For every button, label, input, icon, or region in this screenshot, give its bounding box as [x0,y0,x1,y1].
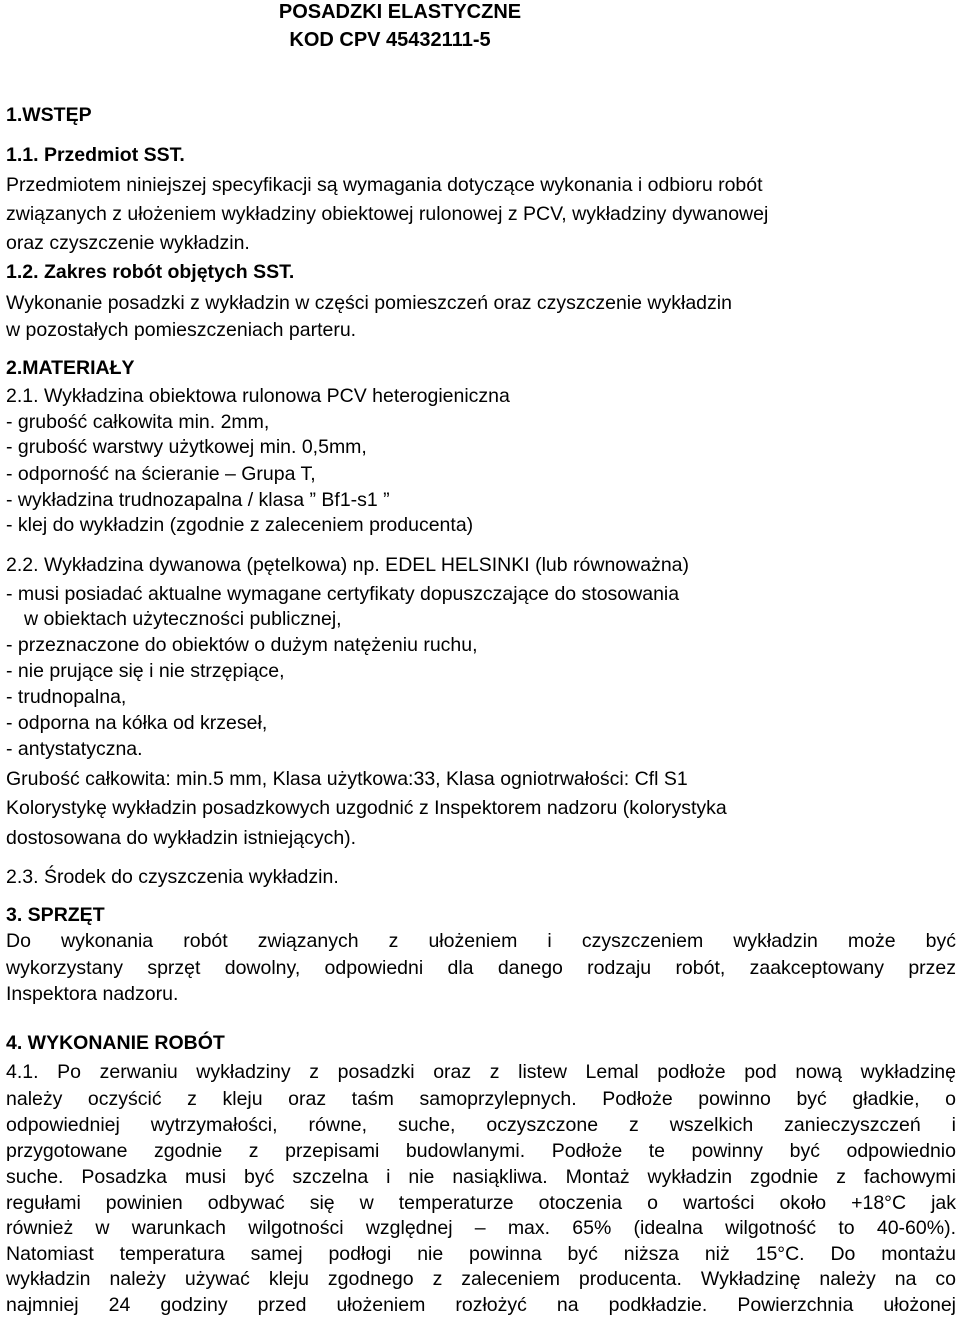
paragraph-line: przygotowane zgodnie z przepisami budowlanymi. Podłoże te powinny być odpowiednio [6,1140,956,1162]
section-3-heading: 3. SPRZĘT [6,904,105,926]
section-4-heading: 4. WYKONANIE ROBÓT [6,1032,225,1054]
section-1-2-heading: 1.2. Zakres robót objętych SST. [6,261,295,283]
document-cpv-code: KOD CPV 45432111-5 [289,29,491,51]
list-line: - grubość całkowita min. 2mm, [6,411,270,433]
paragraph-line: odpowiedniej wytrzymałości, równe, suche, oczyszczone z wszelkich zanieczyszczeń i [6,1114,956,1136]
paragraph-line: 2.3. Środek do czyszczenia wykładzin. [6,866,339,888]
paragraph-line: związanych z ułożeniem wykładziny obiektowej rulonowej z PCV, wykładziny dywanowej [6,203,769,225]
paragraph-line: Do wykonania robót związanych z ułożeniem i czyszczeniem wykładzin może być [6,930,956,952]
list-line: - wykładzina trudnozapalna / klasa ” Bf1-s1 ” [6,489,390,511]
paragraph-line: regułami powinien odbywać się w temperaturze otoczenia o wartości około +18°C jak [6,1192,956,1214]
list-line: - antystatyczna. [6,738,143,760]
paragraph-line: Natomiast temperatura samej podłogi nie powinna być niższa niż 15°C. Do montażu [6,1243,956,1265]
section-2-heading: 2.MATERIAŁY [6,357,135,379]
document-title: POSADZKI ELASTYCZNE [278,1,522,23]
paragraph-line: Grubość całkowita: min.5 mm, Klasa użytkowa:33, Klasa ogniotrwałości: Cfl S1 [6,768,688,790]
paragraph-line: dostosowana do wykładzin istniejących). [6,827,357,849]
list-line: 2.2. Wykładzina dywanowa (pętelkowa) np. EDEL HELSINKI (lub równoważna) [6,554,690,576]
list-line: - grubość warstwy użytkowej min. 0,5mm, [6,436,367,458]
list-line: - klej do wykładzin (zgodnie z zaleceniem producenta) [6,514,474,536]
paragraph-line: wykładzin należy używać kleju zgodnego z zaleceniem producenta. Wykładzinę należy na co [6,1268,956,1290]
paragraph-line: Inspektora nadzoru. [6,983,179,1005]
list-line: 2.1. Wykładzina obiektowa rulonowa PCV heterogieniczna [6,385,510,407]
paragraph-line: Wykonanie posadzki z wykładzin w części pomieszczeń oraz czyszczenie wykładzin [6,292,732,314]
list-line: - nie prujące się i nie strzępiące, [6,660,285,682]
list-line: - trudnopalna, [6,686,127,708]
paragraph-line: 4.1. Po zerwaniu wykładziny z posadzki oraz z listew Lemal podłoże pod nową wykładzinę [6,1061,956,1083]
paragraph-line: Kolorystykę wykładzin posadzkowych uzgodnić z Inspektorem nadzoru (kolorystyka [6,797,727,819]
paragraph-line: w pozostałych pomieszczeniach parteru. [6,319,357,341]
paragraph-line: Przedmiotem niniejszej specyfikacji są wymagania dotyczące wykonania i odbioru robót [6,174,763,196]
list-line: - przeznaczone do obiektów o dużym natężeniu ruchu, [6,634,478,656]
list-line: - odporność na ścieranie – Grupa T, [6,463,316,485]
list-line: w obiektach użyteczności publicznej, [24,608,342,630]
paragraph-line: oraz czyszczenie wykładzin. [6,232,250,254]
list-line: - musi posiadać aktualne wymagane certyfikaty dopuszczające do stosowania [6,583,680,605]
list-line: - odporna na kółka od krzeseł, [6,712,268,734]
paragraph-line: najmniej 24 godziny przed ułożeniem rozłożyć na podkładzie. Powierzchnia ułożonej [6,1294,956,1316]
paragraph-line: suche. Posadzka musi być szczelna i nie nasiąkliwa. Montaż wykładzin zgodnie z fachowymi [6,1166,956,1188]
section-1-heading: 1.WSTĘP [6,104,92,126]
paragraph-line: należy oczyścić z kleju oraz taśm samoprzylepnych. Podłoże powinno być gładkie, o [6,1088,956,1110]
paragraph-line: również w warunkach wilgotności względnej – max. 65% (idealna wilgotność to 40-60%). [6,1217,956,1239]
section-1-1-heading: 1.1. Przedmiot SST. [6,144,185,166]
paragraph-line: wykorzystany sprzęt dowolny, odpowiedni dla danego rodzaju robót, zaakceptowany przez [6,957,956,979]
